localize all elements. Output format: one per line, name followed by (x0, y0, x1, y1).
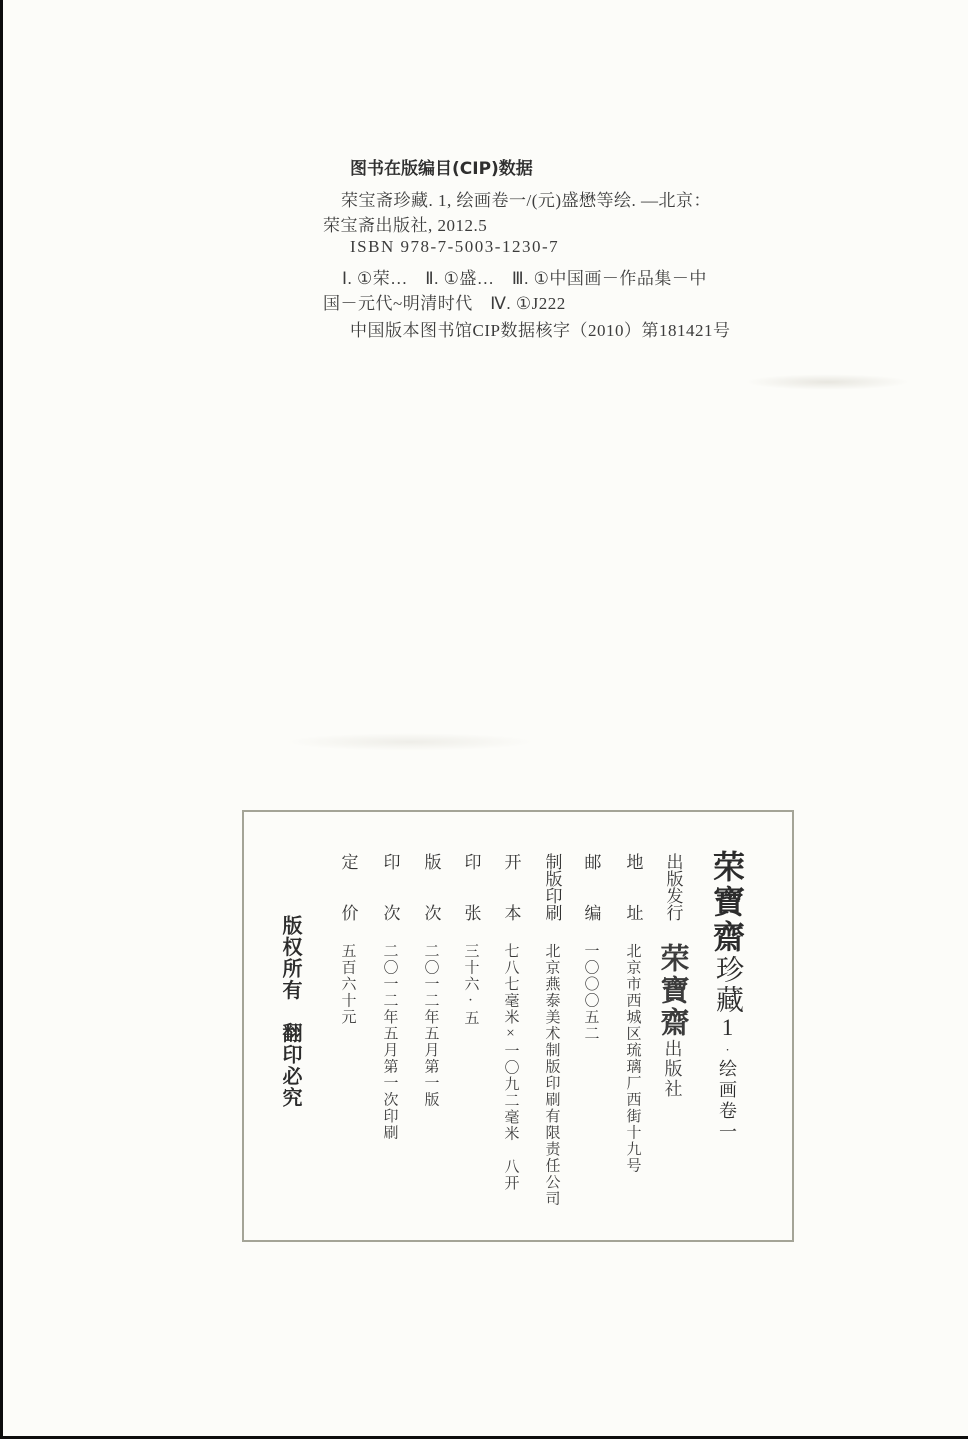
title-volume-number: 1 (715, 1015, 740, 1042)
colophon-box (242, 810, 794, 1242)
column-value: 三十六·五 (462, 943, 479, 1027)
colophon-column-price (327, 853, 369, 1238)
colophon-column-printing (369, 853, 411, 1238)
copyright-notice: 版权所有 翻印必究 (279, 915, 303, 1109)
column-label: 版次 (421, 853, 441, 921)
scan-smudge (745, 374, 910, 390)
cip-heading: 图书在版编目(CIP)数据 (350, 159, 533, 179)
scan-smudge (285, 733, 535, 751)
title-brush-text: 荣寶齋 (709, 850, 745, 955)
column-value: 北京燕泰美术制版印刷有限责任公司 (543, 943, 560, 1207)
colophon-column-printer (531, 853, 573, 1238)
publisher-brush-text: 荣寶齋 (656, 943, 689, 1039)
column-label: 地址 (623, 853, 643, 921)
book-title-vertical (704, 850, 750, 1170)
colophon-column-publisher (652, 853, 694, 1238)
column-value: 七八七毫米×一〇九二毫米 八开 (502, 943, 519, 1192)
cip-line-isbn: ISBN 978-7-5003-1230-7 (350, 237, 560, 256)
publisher-rest-text: 出版社 (662, 1039, 683, 1099)
cip-line-title: 荣宝斋珍藏. 1, 绘画卷一/(元)盛懋等绘. —北京： (341, 191, 712, 210)
cip-line-publisher: 荣宝斋出版社, 2012.5 (323, 216, 488, 235)
page-edge-left (0, 0, 3, 1439)
cip-block (323, 148, 731, 343)
title-subtitle-text: 绘画卷一 (717, 1059, 737, 1143)
column-value: 五百六十元 (339, 943, 356, 1026)
column-value: 一〇〇〇五二 (582, 943, 599, 1042)
column-label: 定价 (338, 853, 358, 921)
column-value: 二〇一二年五月第一次印刷 (381, 943, 398, 1141)
column-value (653, 943, 694, 1099)
title-separator-dot: · (720, 1042, 735, 1059)
colophon-column-postcode (570, 853, 612, 1238)
colophon-column-format (490, 853, 532, 1238)
column-label: 制版印刷 (542, 853, 562, 921)
cip-line-classification-1: Ⅰ. ①荣… Ⅱ. ①盛… Ⅲ. ①中国画－作品集－中 (342, 269, 707, 288)
column-label: 邮编 (581, 853, 601, 921)
column-label: 印次 (380, 853, 400, 921)
column-label: 印张 (461, 853, 481, 921)
column-value: 北京市西城区琉璃厂西街十九号 (624, 943, 641, 1174)
colophon-column-sheets (450, 853, 492, 1238)
column-label: 出版发行 (663, 853, 683, 921)
colophon-column-edition (410, 853, 452, 1238)
title-mid-text: 珍藏 (712, 955, 743, 1015)
colophon-column-address (612, 853, 654, 1238)
cip-line-classification-2: 国－元代~明清时代 Ⅳ. ①J222 (323, 294, 566, 313)
cip-line-record-number: 中国版本图书馆CIP数据核字（2010）第181421号 (350, 321, 731, 340)
column-label: 开本 (501, 853, 521, 921)
column-value: 二〇一二年五月第一版 (422, 943, 439, 1108)
